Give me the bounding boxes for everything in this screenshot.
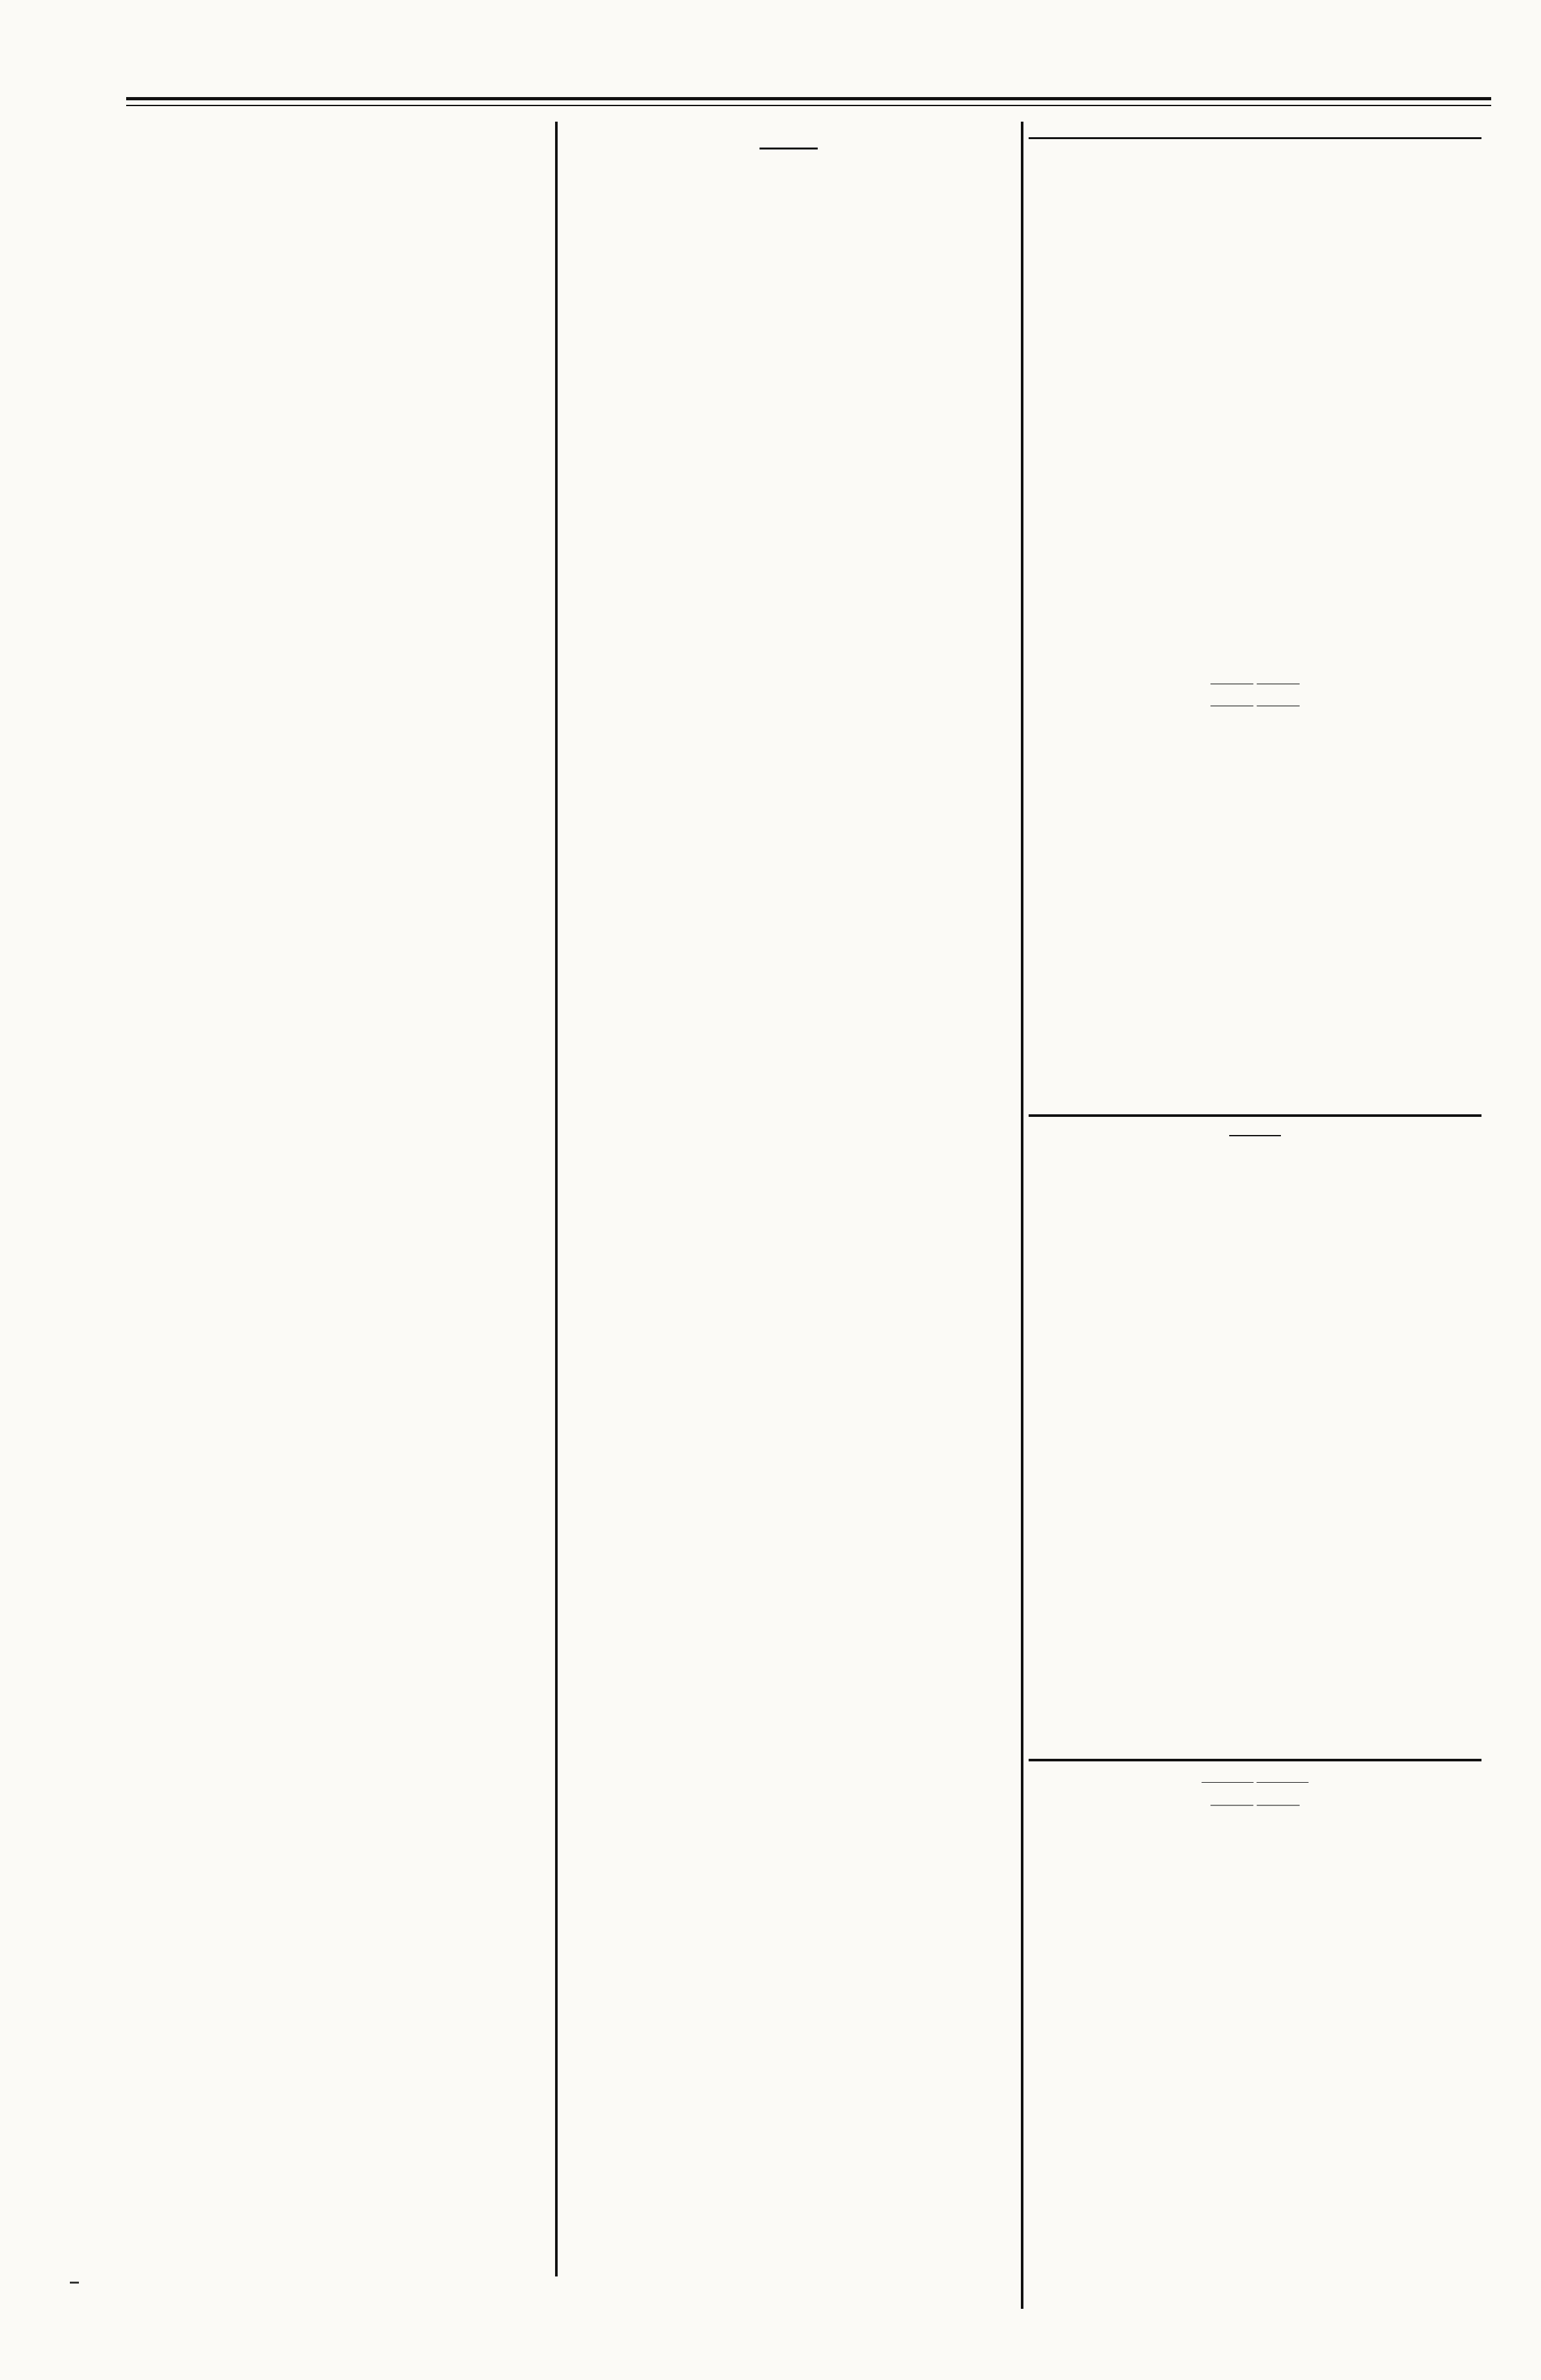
ad-verret-short-rule [1229, 1135, 1281, 1136]
header-rule [126, 97, 1491, 100]
column-divider-1 [555, 122, 558, 2276]
ad-laroche [1029, 1770, 1481, 1816]
column-divider-2 [1021, 122, 1023, 2309]
bulletin-wrap [568, 148, 1009, 149]
left-margin-dash [70, 2282, 79, 2284]
ad-verret [1029, 1126, 1481, 1144]
market-column [63, 129, 542, 133]
ad-separator-2 [1029, 1759, 1481, 1761]
ad-quebecoise-de2: ——— ——— [1210, 696, 1300, 712]
bulletin-column [529, 140, 1009, 156]
ad-laroche-de: ——— ——— [1210, 1796, 1300, 1812]
ad-separator-1 [1029, 1114, 1481, 1117]
bulletin-title-rule [760, 148, 818, 149]
right-column-top-rule [1029, 137, 1481, 139]
ad-laroche-par: ———— ———— [1201, 1774, 1309, 1789]
header-rule-thin [126, 105, 1491, 106]
ad-quebecoise [1029, 663, 1481, 716]
ad-quebecoise-de1: ——— ——— [1210, 674, 1300, 690]
